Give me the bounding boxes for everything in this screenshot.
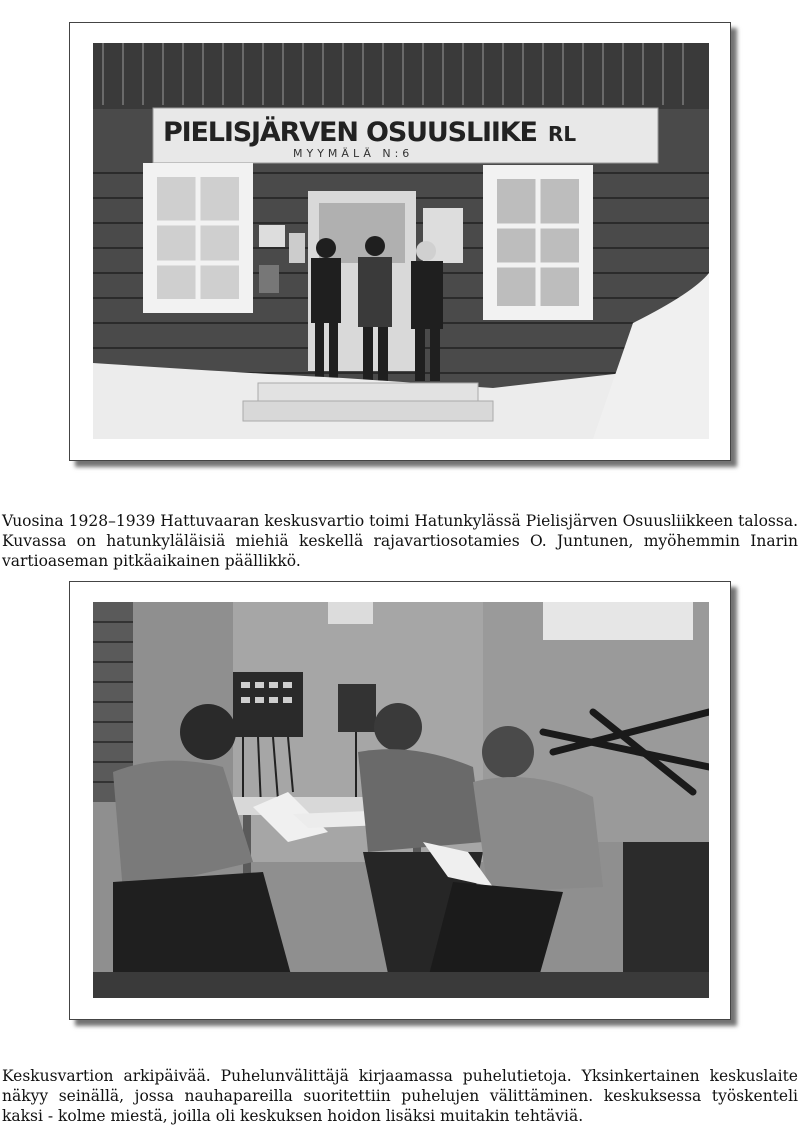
photo-caption-2: Keskusvartion arkipäivää. Puhelunvälittäjä kirjaamassa puhelutietoja. Yksinkertainen keskuslaite näkyy seinällä, jossa nauhapareilla suoritettiin puhelujen välittäminen. keskuksessa työskenteli kaksi - kolme miestä, joilla oli keskuksen hoidon lisäksi muitakin tehtäviä. xyxy=(2,1066,798,1125)
store-sign-suffix: RL xyxy=(548,122,577,146)
photo-store-building xyxy=(93,43,709,439)
store-sign-sub: MYYMÄLÄ N:6 xyxy=(293,147,414,160)
photo-caption-1: Vuosina 1928–1939 Hattuvaaran keskusvartio toimi Hatunkylässä Pielisjärven Osuusliikkeen talossa. Kuvassa on hatunkyläläisiä miehiä keskellä rajavartiosotamies O. Juntunen, myöhemmin Inarin vartioaseman pitkäaikainen päällikkö. xyxy=(2,511,798,570)
store-sign-main: PIELISJÄRVEN OSUUSLIIKE xyxy=(163,117,538,148)
photo-switchboard-room xyxy=(93,602,709,998)
photo-frame-1 xyxy=(69,22,731,461)
photo-frame-2 xyxy=(69,581,731,1020)
